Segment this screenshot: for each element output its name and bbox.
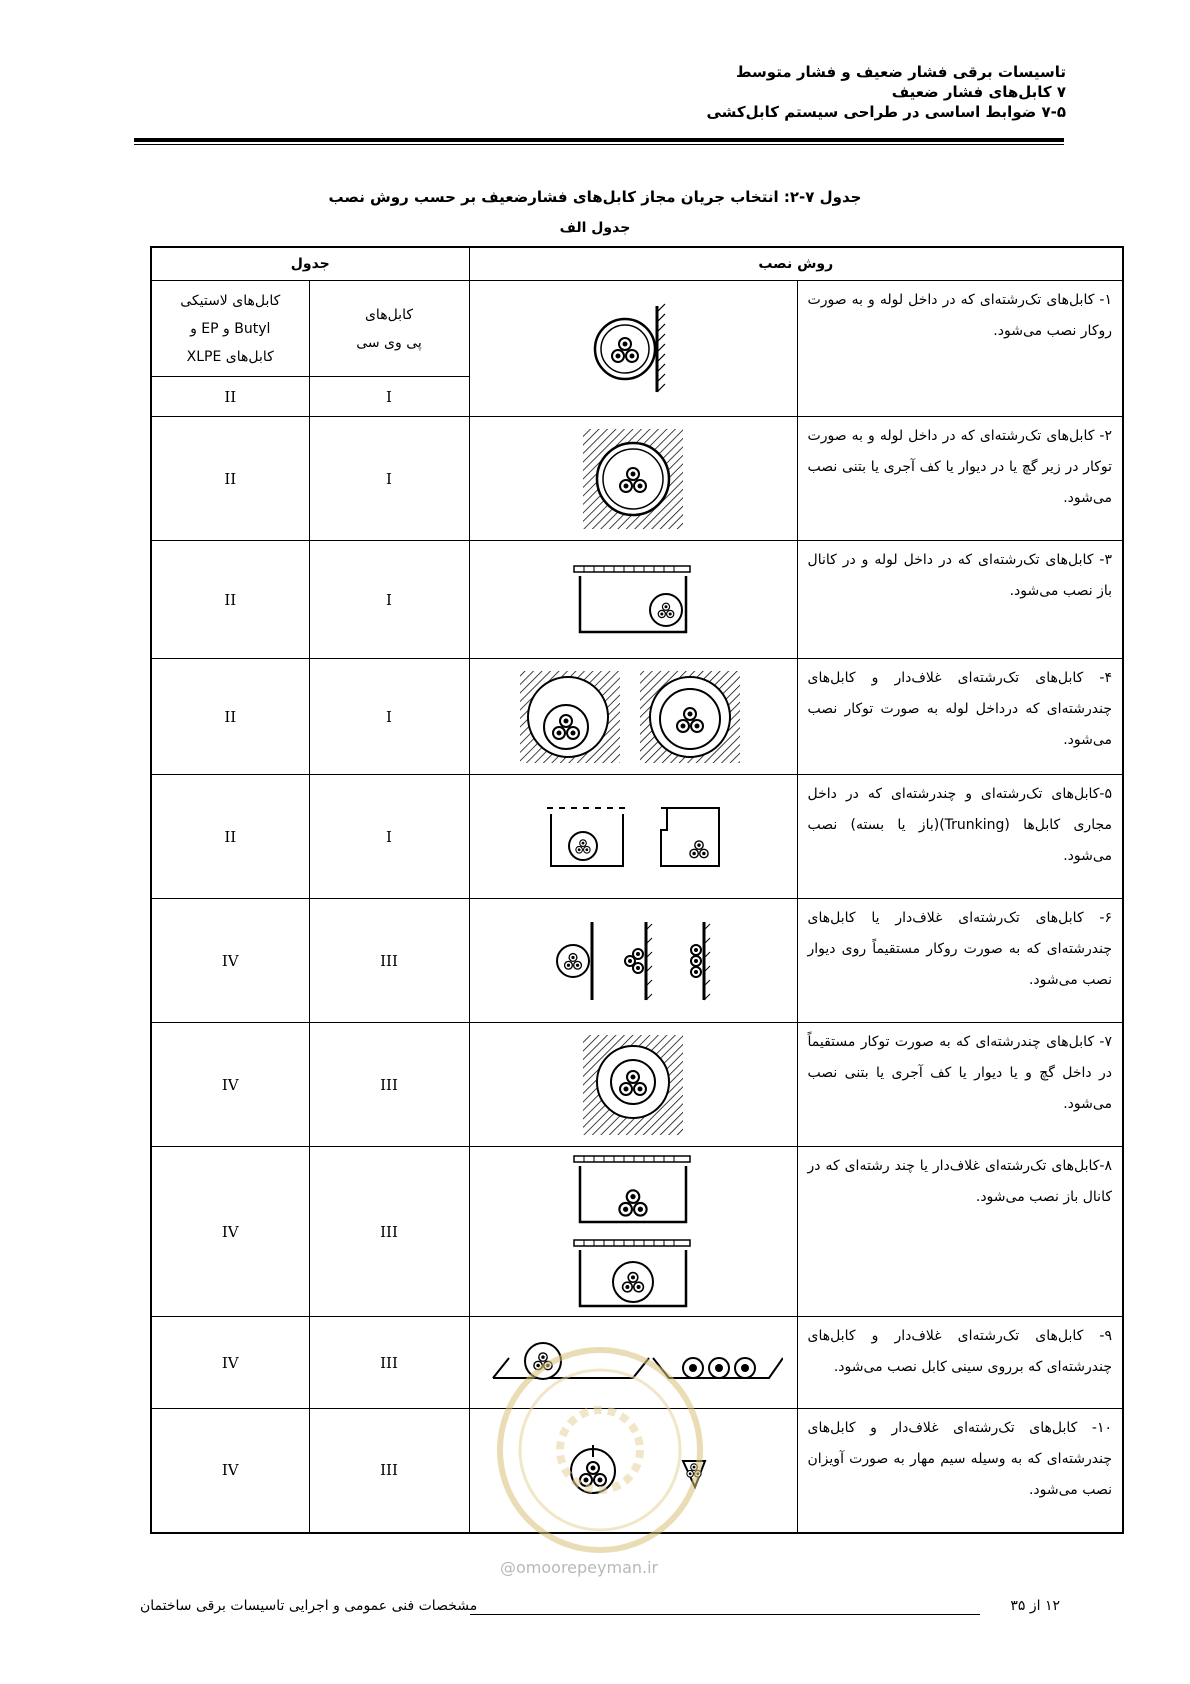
row-1-rubber: II [151, 377, 309, 417]
row-2-figure [469, 417, 797, 541]
sheathed-cable-conduit-icon [518, 669, 748, 765]
row-10-rubber: IV [151, 1409, 309, 1533]
row-1-pvc: I [309, 377, 469, 417]
row-4-figure [469, 659, 797, 775]
row-6-rubber: IV [151, 899, 309, 1023]
subheader-pvc [309, 281, 469, 377]
row-6-pvc: III [309, 899, 469, 1023]
row-8-figure [469, 1147, 797, 1317]
row-7-figure [469, 1023, 797, 1147]
row-3-rubber: II [151, 541, 309, 659]
header-rule-thin [134, 144, 1064, 145]
row-9-pvc: III [309, 1317, 469, 1409]
conduit-embedded-icon [578, 424, 688, 534]
conduit-surface-icon [573, 294, 693, 404]
row-2-rubber: II [151, 417, 309, 541]
row-1-description: ۱- کابل‌های تک‌رشته‌ای که در داخل لوله و به صورت روکار نصب می‌شود. [797, 281, 1123, 417]
row-6-description: ۶- کابل‌های تک‌رشته‌ای غلاف‌دار یا کابل‌های چندرشته‌ای که به صورت روکار مستقیماً روی دیوار نصب می‌شود. [797, 899, 1123, 1023]
row-8-description: ۸-کابل‌های تک‌رشته‌ای غلاف‌دار یا چند رشته‌ای که در کانال باز نصب می‌شود. [797, 1147, 1123, 1317]
direct-embedded-icon [578, 1030, 688, 1140]
wall-surface-icon [548, 916, 718, 1006]
table-subcaption: جدول الف [559, 220, 631, 236]
subheader-rubber-line3: کابل‌های XLPE [186, 348, 274, 365]
website-watermark: @omoorepeyman.ir [500, 1558, 659, 1577]
row-4-rubber: II [151, 659, 309, 775]
row-8-pvc: III [309, 1147, 469, 1317]
row-4-pvc: I [309, 659, 469, 775]
row-4-description: ۴- کابل‌های تک‌رشته‌ای غلاف‌دار و کابل‌های چندرشته‌ای که درداخل لوله به صورت توکار نصب می‌شود. [797, 659, 1123, 775]
trunking-icon [543, 802, 723, 872]
footer-rule [470, 1614, 980, 1615]
row-1-figure [469, 281, 797, 417]
row-8-rubber: IV [151, 1147, 309, 1317]
publisher-seal-watermark [490, 1335, 710, 1565]
footer-title: مشخصات فنی عمومی و اجرایی تاسیسات برقی ساختمان [140, 1598, 478, 1614]
page-header [706, 62, 1066, 122]
row-10-description: ۱۰- کابل‌های تک‌رشته‌ای غلاف‌دار و کابل‌های چندرشته‌ای که به وسیله سیم مهار به صورت آویزان نصب می‌شود. [797, 1409, 1123, 1533]
header-line-1: تاسیسات برقی فشار ضعیف و فشار متوسط [735, 63, 1066, 81]
subheader-rubber [151, 281, 309, 377]
row-9-rubber: IV [151, 1317, 309, 1409]
row-6-figure [469, 899, 797, 1023]
row-5-pvc: I [309, 775, 469, 899]
row-7-rubber: IV [151, 1023, 309, 1147]
open-channel-icon [568, 560, 698, 640]
header-line-2: ۷ کابل‌های فشار ضعیف [891, 83, 1066, 101]
page-number: ۱۲ از ۳۵ [1010, 1598, 1060, 1614]
row-5-description: ۵-کابل‌های تک‌رشته‌ای و چندرشته‌ای که در داخل مجاری کابل‌ها (Trunking)(باز یا بسته) نصب می‌شود. [797, 775, 1123, 899]
subheader-rubber-line2: Butyl و EP و [190, 320, 271, 337]
row-7-description: ۷- کابل‌های چندرشته‌ای که به صورت توکار مستقیماً در داخل گچ و یا دیوار یا کف آجری یا بتنی نصب می‌شود. [797, 1023, 1123, 1147]
row-3-figure [469, 541, 797, 659]
open-channel-cables-icon [568, 1152, 698, 1312]
header-method: روش نصب [469, 247, 1123, 281]
subheader-pvc-line2: پی وی سی [356, 334, 422, 351]
table-caption: جدول ۷-۲: انتخاب جریان مجاز کابل‌های فشارضعیف بر حسب روش نصب [328, 188, 862, 206]
header-table: جدول [151, 247, 469, 281]
row-2-description: ۲- کابل‌های تک‌رشته‌ای که در داخل لوله و به صورت توکار در زیر گچ یا در دیوار یا کف آجری یا بتنی نصب می‌شود. [797, 417, 1123, 541]
row-2-pvc: I [309, 417, 469, 541]
row-5-figure [469, 775, 797, 899]
subheader-rubber-line1: کابل‌های لاستیکی [180, 292, 281, 309]
header-line-3: ۷-۵ ضوابط اساسی در طراحی سیستم کابل‌کشی [706, 103, 1066, 121]
header-rule-thick [134, 138, 1064, 142]
row-10-pvc: III [309, 1409, 469, 1533]
row-9-description: ۹- کابل‌های تک‌رشته‌ای غلاف‌دار و کابل‌های چندرشته‌ای که برروی سینی کابل نصب می‌شود. [797, 1317, 1123, 1409]
row-7-pvc: III [309, 1023, 469, 1147]
row-5-rubber: II [151, 775, 309, 899]
row-3-pvc: I [309, 541, 469, 659]
row-3-description: ۳- کابل‌های تک‌رشته‌ای که در داخل لوله و در کانال باز نصب می‌شود. [797, 541, 1123, 659]
subheader-pvc-line1: کابل‌های [364, 306, 414, 323]
